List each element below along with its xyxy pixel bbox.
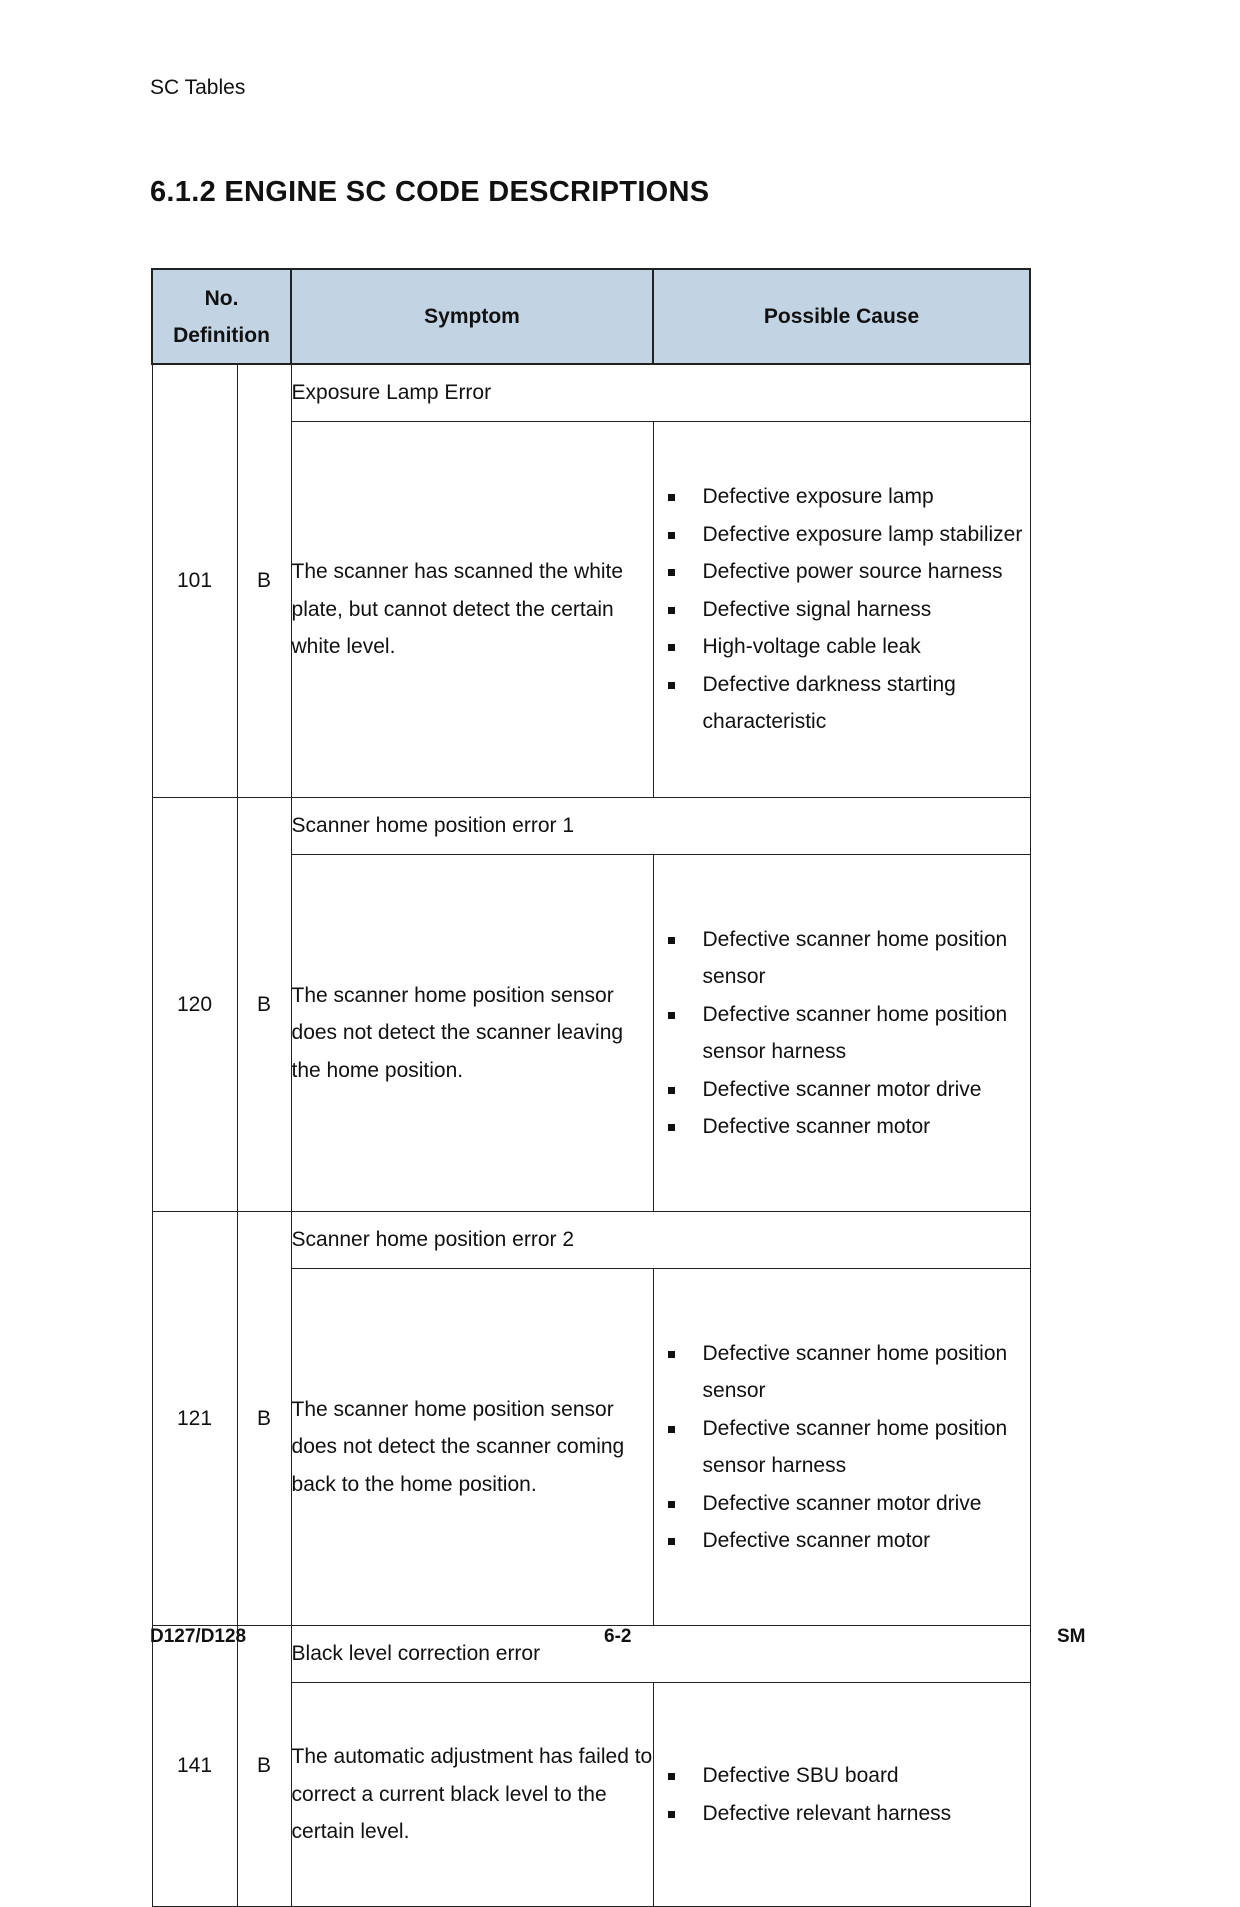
running-header: SC Tables bbox=[150, 76, 246, 99]
table-row bbox=[152, 1626, 1030, 1683]
header-no-definition bbox=[152, 269, 291, 364]
symptom-text: The automatic adjustment has failed to correct a current black level to the certain level. bbox=[291, 1683, 653, 1907]
table-header-row bbox=[152, 269, 1030, 364]
header-symptom: Symptom bbox=[291, 269, 653, 364]
table-row bbox=[152, 364, 1030, 422]
header-possible-cause: Possible Cause bbox=[653, 269, 1030, 364]
cause-item: Defective scanner home position sensor bbox=[654, 921, 1030, 996]
cause-item: Defective scanner home position sensor harness bbox=[654, 1410, 1030, 1485]
cause-item: Defective scanner motor bbox=[654, 1108, 1030, 1146]
table-row bbox=[152, 798, 1030, 855]
sc-title: Scanner home position error 2 bbox=[291, 1212, 1030, 1269]
possible-cause-cell bbox=[653, 1683, 1030, 1907]
cause-item: Defective scanner motor bbox=[654, 1522, 1030, 1560]
symptom-text: The scanner home position sensor does not detect the scanner coming back to the home position. bbox=[291, 1269, 653, 1626]
sc-definition: B bbox=[237, 364, 291, 798]
cause-item: Defective exposure lamp bbox=[654, 478, 1030, 516]
sc-definition: B bbox=[237, 798, 291, 1212]
symptom-text: The scanner has scanned the white plate, but cannot detect the certain white level. bbox=[291, 422, 653, 798]
section-title: 6.1.2 ENGINE SC CODE DESCRIPTIONS bbox=[150, 176, 710, 208]
footer-manual-type: SM bbox=[1057, 1626, 1086, 1647]
cause-item: High-voltage cable leak bbox=[654, 628, 1030, 666]
sc-number: 121 bbox=[152, 1212, 237, 1626]
sc-definition: B bbox=[237, 1212, 291, 1626]
cause-item: Defective scanner home position sensor harness bbox=[654, 996, 1030, 1071]
cause-item: Defective scanner motor drive bbox=[654, 1485, 1030, 1523]
cause-item: Defective scanner motor drive bbox=[654, 1071, 1030, 1109]
sc-number: 141 bbox=[152, 1626, 237, 1907]
sc-title: Black level correction error bbox=[291, 1626, 1030, 1683]
cause-item: Defective darkness starting characteristic bbox=[654, 666, 1030, 741]
sc-title: Scanner home position error 1 bbox=[291, 798, 1030, 855]
footer-page-number: 6-2 bbox=[604, 1626, 632, 1647]
possible-cause-cell bbox=[653, 1269, 1030, 1626]
cause-item: Defective relevant harness bbox=[654, 1795, 1030, 1833]
cause-list bbox=[654, 921, 1030, 1146]
sc-code-table bbox=[151, 268, 1031, 1907]
cause-item: Defective scanner home position sensor bbox=[654, 1335, 1030, 1410]
sc-title: Exposure Lamp Error bbox=[291, 364, 1030, 422]
cause-list bbox=[654, 1757, 1030, 1832]
sc-number: 101 bbox=[152, 364, 237, 798]
cause-item: Defective exposure lamp stabilizer bbox=[654, 516, 1030, 554]
cause-item: Defective signal harness bbox=[654, 591, 1030, 629]
header-no-label: No. bbox=[204, 286, 239, 310]
header-definition-label: Definition bbox=[173, 323, 270, 347]
footer-model: D127/D128 bbox=[150, 1626, 247, 1647]
symptom-text: The scanner home position sensor does not detect the scanner leaving the home position. bbox=[291, 855, 653, 1212]
cause-item: Defective SBU board bbox=[654, 1757, 1030, 1795]
table-row bbox=[152, 1212, 1030, 1269]
cause-list bbox=[654, 478, 1030, 741]
sc-number: 120 bbox=[152, 798, 237, 1212]
cause-item: Defective power source harness bbox=[654, 553, 1030, 591]
possible-cause-cell bbox=[653, 422, 1030, 798]
cause-list bbox=[654, 1335, 1030, 1560]
possible-cause-cell bbox=[653, 855, 1030, 1212]
sc-definition: B bbox=[237, 1626, 291, 1907]
